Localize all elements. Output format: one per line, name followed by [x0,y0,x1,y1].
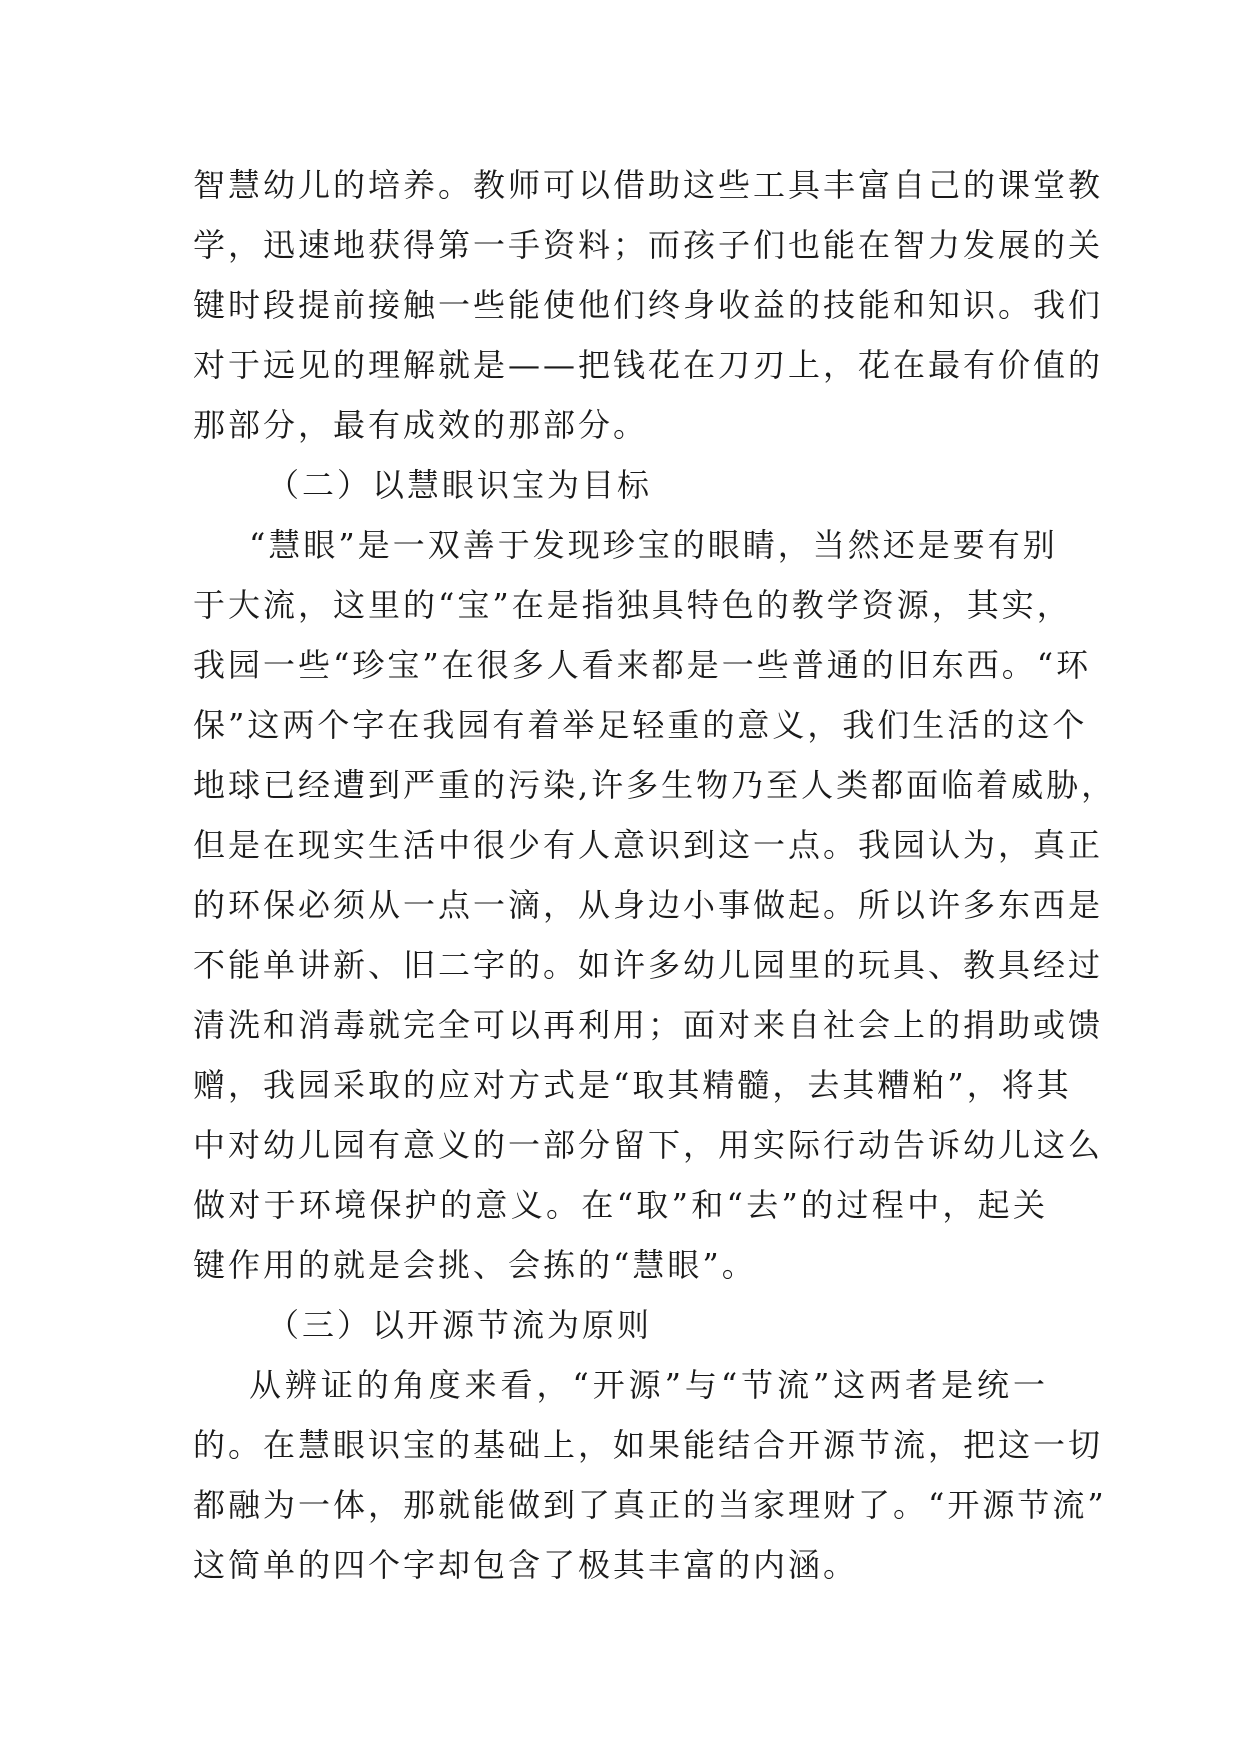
text-line: 保”这两个字在我园有着举足轻重的意义，我们生活的这个 [193,706,1088,744]
text-line: 地球已经遭到严重的污染,许多生物乃至人类都面临着威胁， [193,766,1117,804]
text-line: 都融为一体，那就能做到了真正的当家理财了。“开源节流” [193,1486,1107,1524]
text-line: 中对幼儿园有意义的一部分留下，用实际行动告诉幼儿这么 [193,1126,1104,1164]
text-line: 但是在现实生活中很少有人意识到这一点。我园认为，真正 [193,826,1104,864]
section-heading-3: （三）以开源节流为原则 [267,1306,653,1344]
text-line: 智慧幼儿的培养。教师可以借助这些工具丰富自己的课堂教 [193,166,1104,204]
text-line: 的环保必须从一点一滴，从身边小事做起。所以许多东西是 [193,886,1104,924]
text-line: 不能单讲新、旧二字的。如许多幼儿园里的玩具、教具经过 [193,946,1104,984]
text-line: 键作用的就是会挑、会拣的“慧眼”。 [193,1246,757,1284]
text-line: 于大流，这里的“宝”在是指独具特色的教学资源，其实， [193,586,1072,624]
text-line: 学，迅速地获得第一手资料；而孩子们也能在智力发展的关 [193,226,1104,264]
text-line: 我园一些“珍宝”在很多人看来都是一些普通的旧东西。“环 [193,646,1092,684]
text-line: 这简单的四个字却包含了极其丰富的内涵。 [193,1546,859,1584]
text-line: “慧眼”是一双善于发现珍宝的眼睛，当然还是要有别 [249,526,1058,564]
paragraph-2 [193,515,1117,1295]
document-body [193,155,1117,1595]
text-line: 做对于环境保护的意义。在“取”和“去”的过程中，起关 [193,1186,1048,1224]
text-line: 从辨证的角度来看，“开源”与“节流”这两者是统一 [249,1366,1048,1404]
text-line: 清洗和消毒就完全可以再利用；面对来自社会上的捐助或馈 [193,1006,1104,1044]
text-line: 赠，我园采取的应对方式是“取其精髓，去其糟粕”，将其 [193,1066,1072,1104]
text-line: 的。在慧眼识宝的基础上，如果能结合开源节流，把这一切 [193,1426,1104,1464]
text-line: 那部分，最有成效的那部分。 [193,406,649,444]
paragraph-1 [193,155,1104,455]
paragraph-3 [193,1355,1107,1595]
text-line: 键时段提前接触一些能使他们终身收益的技能和知识。我们 [193,286,1104,324]
text-line: 对于远见的理解就是——把钱花在刀刃上，花在最有价值的 [193,346,1104,384]
section-heading-2: （二）以慧眼识宝为目标 [267,466,653,504]
